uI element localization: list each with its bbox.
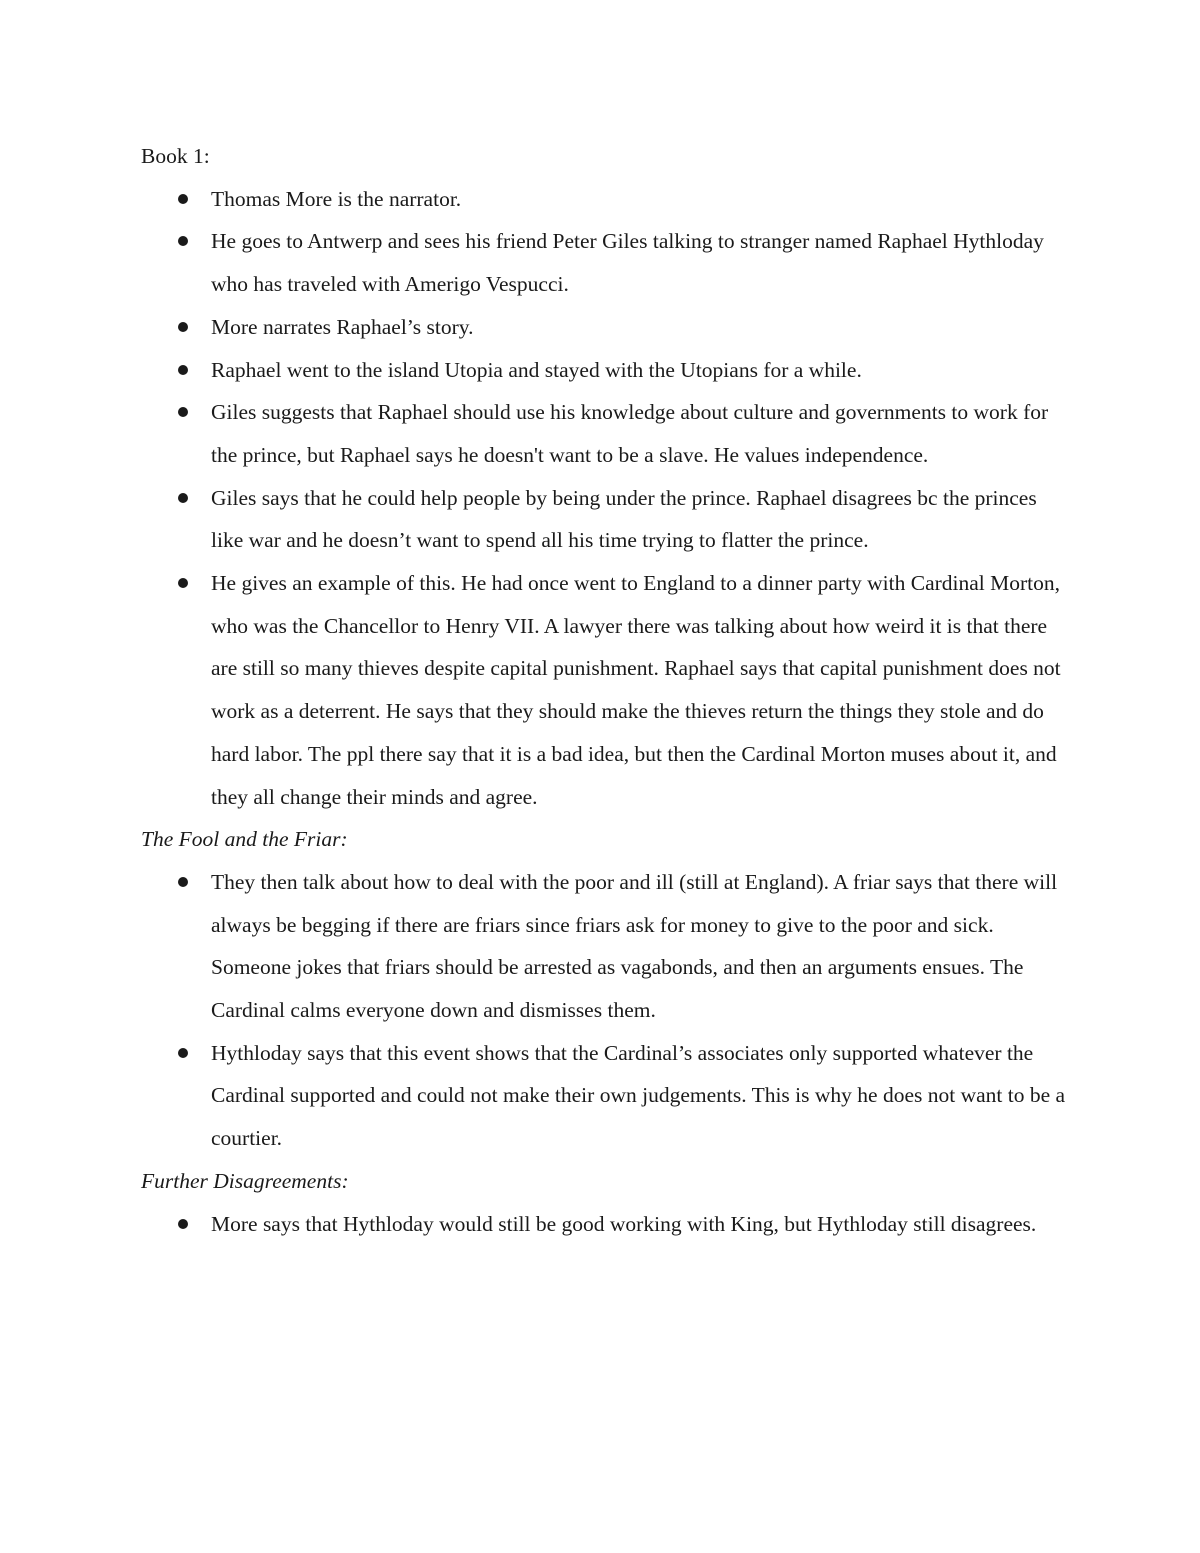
- bullet-icon: [178, 1219, 188, 1229]
- section-heading: The Fool and the Friar:: [141, 827, 348, 852]
- list-item-text: Raphael went to the island Utopia and stayed with the Utopians for a while.: [211, 357, 862, 382]
- section-fool-and-friar: [141, 818, 1071, 1160]
- list-item-text: He goes to Antwerp and sees his friend Peter Giles talking to stranger named Raphael Hythloday who has traveled with Amerigo Vespucci.: [211, 229, 1044, 297]
- list-item: [141, 220, 1071, 305]
- list-item: [141, 477, 1071, 562]
- list-item: [141, 562, 1071, 818]
- list-item-text: Giles says that he could help people by being under the prince. Raphael disagrees bc the princes like war and he doesn’t want to spend all his time trying to flatter the prince.: [211, 485, 1037, 553]
- bullet-icon: [178, 322, 188, 332]
- bullet-list: [141, 861, 1071, 1160]
- list-item-text: Hythloday says that this event shows that the Cardinal’s associates only supported whatever the Cardinal supported and could not make their own judgements. This is why he does not want to be a courtier.: [211, 1040, 1066, 1151]
- list-item: [141, 306, 1071, 349]
- bullet-icon: [178, 578, 188, 588]
- bullet-icon: [178, 365, 188, 375]
- section-book-1: [141, 135, 1071, 818]
- bullet-list: [141, 1203, 1071, 1246]
- bullet-icon: [178, 493, 188, 503]
- bullet-icon: [178, 877, 188, 887]
- section-further-disagreements: [141, 1160, 1071, 1245]
- bullet-icon: [178, 194, 188, 204]
- list-item: [141, 1203, 1071, 1246]
- bullet-icon: [178, 1048, 188, 1058]
- list-item-text: Thomas More is the narrator.: [211, 186, 462, 211]
- list-item-text: More narrates Raphael’s story.: [211, 314, 474, 339]
- list-item: [141, 861, 1071, 1032]
- section-heading: Book 1:: [141, 144, 210, 168]
- list-item-text: They then talk about how to deal with the poor and ill (still at England). A friar says that there will always be begging if there are friars since friars ask for money to give to the poor and sick. Someone jokes that friars should be arrested as vagabonds, and then an arguments ensues. The Cardinal calms everyone down and dismisses them.: [211, 869, 1058, 1023]
- list-item-text: He gives an example of this. He had once went to England to a dinner party with Cardinal Morton, who was the Chancellor to Henry VII. A lawyer there was talking about how weird it is that there are still so many thieves despite capital punishment. Raphael says that capital punishment does not work as a deterrent. He says that they should make the thieves return the things they stole and do hard labor. The ppl there say that it is a bad idea, but then the Cardinal Morton muses about it, and they all change their minds and agree.: [211, 571, 1061, 809]
- list-item: [141, 349, 1071, 392]
- document-content: [141, 135, 1071, 1245]
- bullet-icon: [178, 407, 188, 417]
- list-item: [141, 178, 1071, 221]
- section-heading: Further Disagreements:: [141, 1168, 349, 1193]
- list-item: [141, 1032, 1071, 1160]
- bullet-list: [141, 178, 1071, 819]
- list-item-text: More says that Hythloday would still be good working with King, but Hythloday still disagrees.: [211, 1211, 1037, 1236]
- list-item-text: Giles suggests that Raphael should use his knowledge about culture and governments to work for the prince, but Raphael says he doesn't want to be a slave. He values independence.: [211, 400, 1049, 467]
- bullet-icon: [178, 236, 188, 246]
- list-item: [141, 391, 1071, 476]
